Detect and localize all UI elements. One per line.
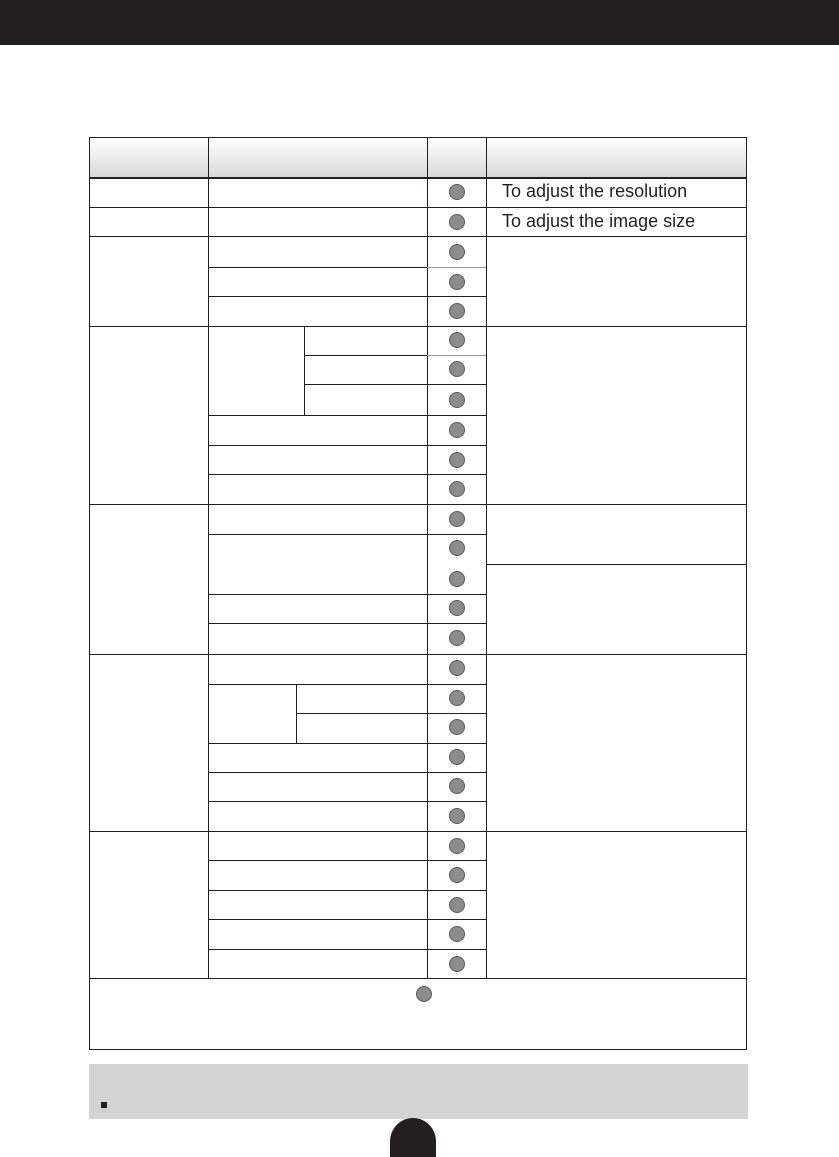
sub-row-divider — [208, 890, 486, 891]
osd-button-icon — [449, 214, 465, 230]
sub-row-divider — [304, 384, 486, 385]
sub-row-divider — [208, 415, 486, 416]
sub-row-divider — [208, 743, 486, 744]
sub-row-divider — [208, 684, 486, 685]
sub-row-divider — [208, 772, 486, 773]
table-row-description: To adjust the resolution — [502, 181, 688, 201]
sub-row-divider — [208, 623, 486, 624]
row-divider — [90, 178, 746, 179]
osd-button-icon — [449, 361, 465, 377]
sub-row-divider — [208, 296, 486, 297]
osd-button-icon — [449, 838, 465, 854]
sub-row-divider — [208, 949, 486, 950]
sub-row-divider — [208, 534, 486, 535]
osd-button-icon — [449, 392, 465, 408]
row-divider — [486, 564, 746, 565]
table-header — [90, 138, 746, 178]
sub-row-divider — [208, 860, 486, 861]
row-divider — [90, 326, 746, 327]
osd-button-icon — [416, 986, 432, 1002]
osd-button-icon — [449, 540, 465, 556]
osd-button-icon — [449, 511, 465, 527]
osd-button-icon — [449, 571, 465, 587]
osd-button-icon — [449, 778, 465, 794]
osd-button-icon — [449, 897, 465, 913]
row-divider — [90, 654, 746, 655]
sub-row-divider — [208, 445, 486, 446]
osd-button-icon — [449, 660, 465, 676]
sub-row-divider — [296, 713, 486, 714]
sub-row-divider — [208, 801, 486, 802]
sub-row-divider — [208, 919, 486, 920]
menu-table — [89, 137, 747, 1050]
table-row-description: To adjust the image size — [502, 211, 696, 231]
osd-button-icon — [449, 749, 465, 765]
row-divider — [90, 831, 746, 832]
osd-button-icon — [449, 274, 465, 290]
osd-button-icon — [449, 956, 465, 972]
osd-button-icon — [449, 808, 465, 824]
osd-button-icon — [449, 422, 465, 438]
osd-button-icon — [449, 690, 465, 706]
bullet-icon — [101, 1102, 107, 1108]
osd-button-icon — [449, 867, 465, 883]
osd-button-icon — [449, 184, 465, 200]
osd-button-icon — [449, 719, 465, 735]
osd-button-icon — [449, 600, 465, 616]
osd-button-icon — [449, 630, 465, 646]
sub-row-divider — [208, 474, 486, 475]
osd-button-icon — [449, 926, 465, 942]
column-divider — [427, 138, 428, 978]
row-divider — [90, 207, 746, 208]
sub-row-divider — [208, 594, 486, 595]
row-divider — [90, 236, 746, 237]
osd-button-icon — [449, 303, 465, 319]
row-divider — [90, 504, 746, 505]
osd-button-icon — [449, 481, 465, 497]
osd-button-icon — [449, 452, 465, 468]
row-divider — [90, 978, 746, 979]
column-divider — [486, 138, 487, 978]
sub-row-divider — [427, 355, 486, 356]
sub-row-divider — [427, 267, 486, 268]
header-bar — [0, 0, 839, 45]
note-box — [89, 1064, 748, 1119]
sub-column-divider — [304, 326, 305, 415]
osd-button-icon — [449, 244, 465, 260]
column-divider — [208, 138, 209, 978]
osd-button-icon — [449, 332, 465, 348]
page-number-badge — [390, 1118, 436, 1157]
